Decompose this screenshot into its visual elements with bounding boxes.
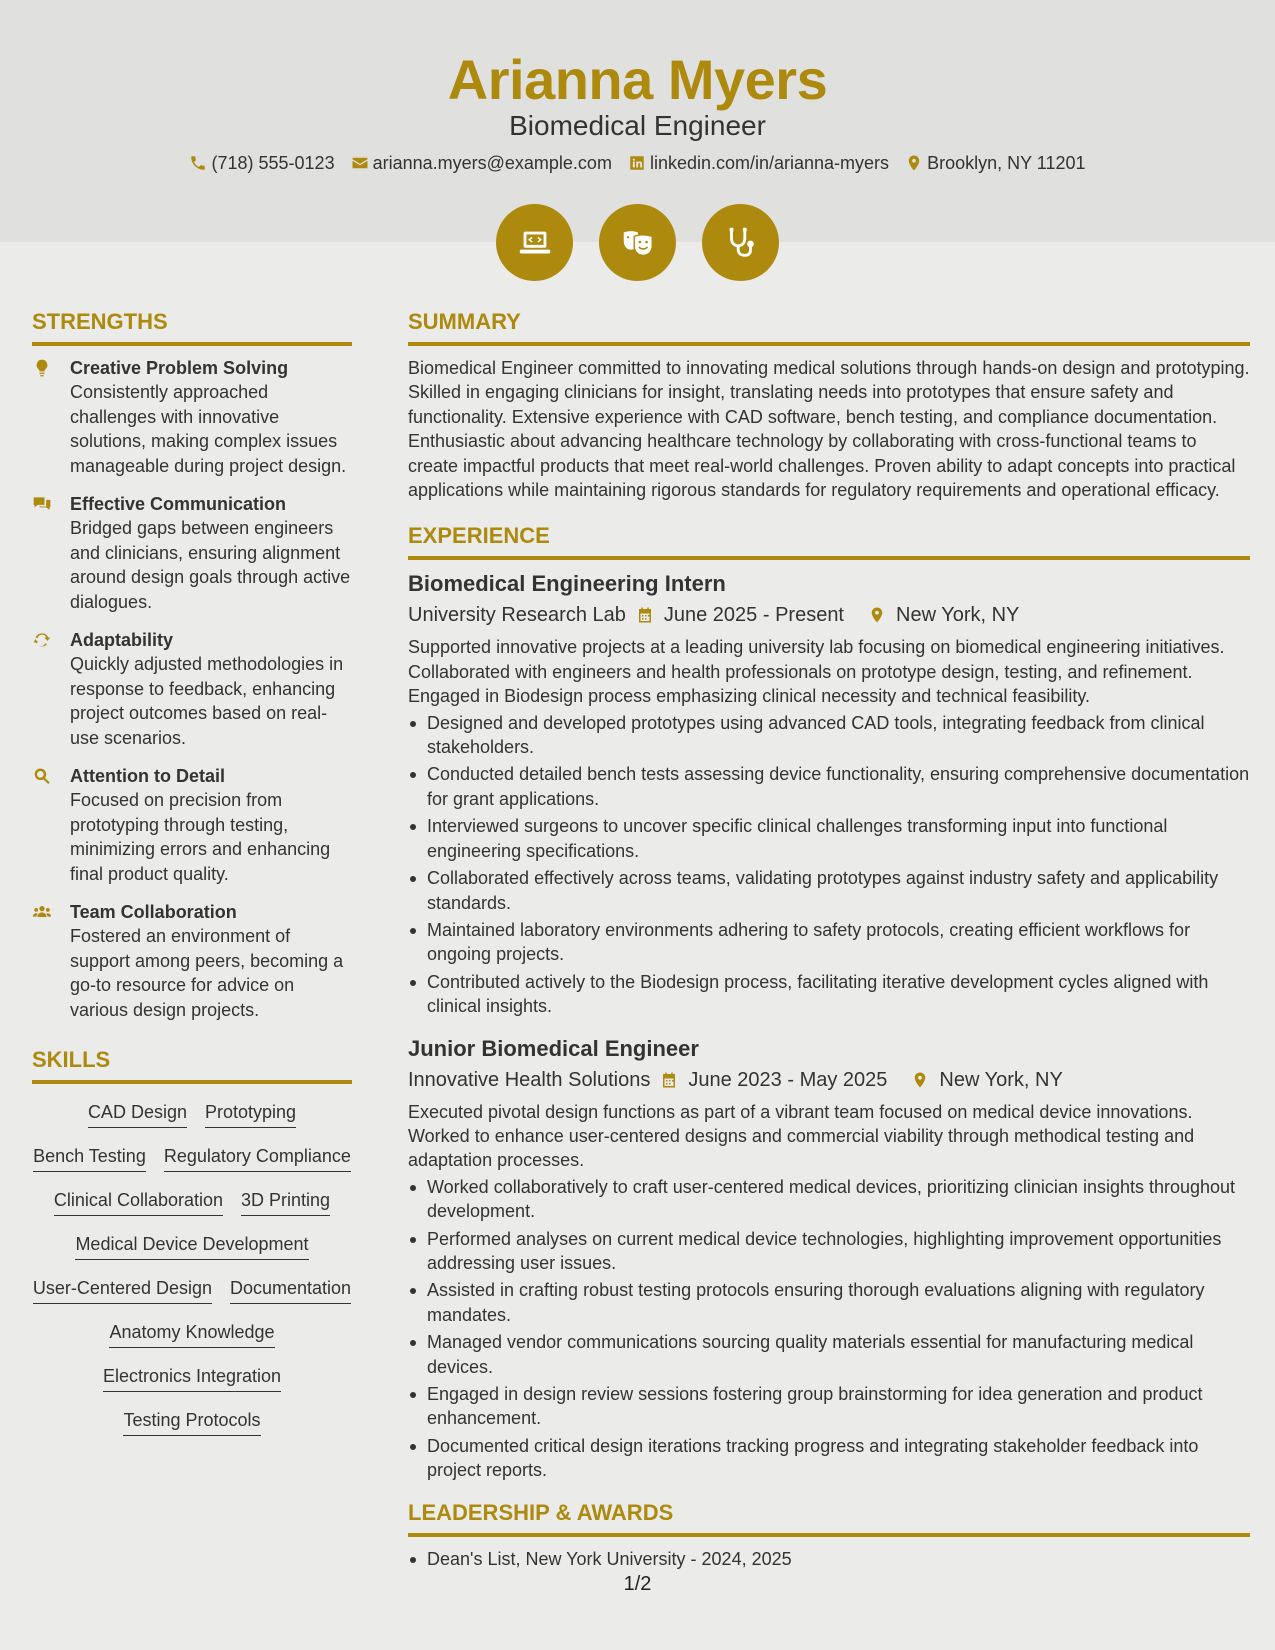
page-number: 1/2	[623, 1573, 652, 1595]
email-text: arianna.myers@example.com	[372, 153, 612, 173]
bullet-item: Engaged in design review sessions fostering group brainstorming for idea generation and product enhancement.	[408, 1382, 1250, 1431]
skill-tag: Medical Device Development	[75, 1232, 308, 1260]
job-entry	[408, 1035, 1250, 1483]
leadership-list	[408, 1547, 1250, 1571]
skill-tag: Prototyping	[205, 1100, 296, 1128]
strength-desc: Quickly adjusted methodologies in response to feedback, enhancing project outcomes based on real-use scenarios.	[70, 654, 344, 748]
search-icon	[32, 766, 52, 786]
candidate-title: Biomedical Engineer	[509, 110, 766, 141]
strength-item	[32, 628, 352, 750]
interest-badges	[0, 204, 1275, 281]
strength-desc: Bridged gaps between engineers and clinicians, ensuring alignment around design goals through active dialogues.	[70, 518, 351, 612]
sync-icon	[32, 630, 52, 650]
contact-linkedin[interactable]	[628, 151, 889, 175]
skill-tag: Clinical Collaboration	[54, 1188, 223, 1216]
contact-phone[interactable]	[189, 151, 334, 175]
badge-masks	[599, 204, 676, 281]
location-text: Brooklyn, NY 11201	[927, 153, 1086, 173]
job-bullets	[408, 1175, 1250, 1483]
strength-desc: Focused on precision from prototyping through testing, minimizing errors and enhancing final product quality.	[70, 790, 331, 884]
job-description: Supported innovative projects at a leading university lab focusing on biomedical engineering initiatives. Collaborated with engineers and health professionals on prototype design, testing, and refinement. Engaged in Biodesign process emphasizing clinical necessity and technical feasibility.	[408, 637, 1225, 707]
skill-tag: User-Centered Design	[33, 1276, 212, 1304]
phone-icon	[189, 154, 207, 172]
strength-title: Creative Problem Solving	[70, 358, 289, 378]
job-location: New York, NY	[939, 1068, 1063, 1091]
summary-heading: SUMMARY	[408, 308, 1250, 346]
laptop-code-icon	[516, 224, 554, 262]
strengths-heading: STRENGTHS	[32, 308, 352, 346]
lightbulb-icon	[32, 358, 52, 378]
bullet-item: Assisted in crafting robust testing protocols ensuring thorough evaluations aligning with regulatory mandates.	[408, 1278, 1250, 1327]
bullet-item: Performed analyses on current medical device technologies, highlighting improvement opportunities addressing user issues.	[408, 1227, 1250, 1276]
right-column	[408, 308, 1250, 1587]
strength-title: Team Collaboration	[70, 902, 237, 922]
calendar-icon	[660, 1071, 678, 1089]
badge-laptop	[496, 204, 573, 281]
job-entry	[408, 570, 1250, 1018]
skill-tag: Testing Protocols	[123, 1408, 260, 1436]
leadership-heading: LEADERSHIP & AWARDS	[408, 1499, 1250, 1537]
job-meta	[408, 1066, 1250, 1094]
bullet-item: Managed vendor communications sourcing quality materials essential for manufacturing medical devices.	[408, 1330, 1250, 1379]
phone-text: (718) 555-0123	[211, 153, 335, 173]
skills-list	[32, 1094, 352, 1436]
stethoscope-icon	[722, 224, 760, 262]
bullet-item: Documented critical design iterations tracking progress and integrating stakeholder feedback into project reports.	[408, 1434, 1250, 1483]
skill-tag: Bench Testing	[33, 1144, 146, 1172]
bullet-item: Maintained laboratory environments adhering to safety protocols, creating efficient workflows for ongoing projects.	[408, 918, 1250, 967]
job-title: Junior Biomedical Engineer	[408, 1035, 699, 1061]
job-meta	[408, 601, 1250, 629]
strength-desc: Fostered an environment of support among peers, becoming a go-to resource for advice on various design projects.	[70, 926, 344, 1020]
map-marker-icon	[905, 154, 923, 172]
job-company: University Research Lab	[408, 604, 626, 627]
theater-masks-icon	[619, 224, 657, 262]
summary-text: Biomedical Engineer committed to innovating medical solutions through hands-on design and prototyping. Skilled in engaging clinicians for insight, translating needs into prototypes that ensure safety and functionality. Extensive experience with CAD software, bench testing, and compliance documentation. Enthusiastic about advancing healthcare technology by collaborating with cross-functional teams to create impactful products that meet real-world challenges. Proven ability to adapt concepts into practical applications while maintaining rigorous standards for regulatory requirements and operational efficacy.	[408, 358, 1250, 501]
bullet-item: Contributed actively to the Biodesign process, facilitating iterative development cycles aligned with clinical insights.	[408, 970, 1250, 1019]
envelope-icon	[351, 154, 369, 172]
job-title: Biomedical Engineering Intern	[408, 571, 726, 597]
strength-desc: Consistently approached challenges with innovative solutions, making complex issues manageable during project design.	[70, 382, 347, 476]
strength-title: Adaptability	[70, 630, 174, 650]
job-company: Innovative Health Solutions	[408, 1068, 651, 1091]
skill-tag: Electronics Integration	[103, 1364, 281, 1392]
job-location: New York, NY	[896, 604, 1020, 627]
strength-title: Attention to Detail	[70, 766, 225, 786]
strength-item	[32, 900, 352, 1022]
contact-email[interactable]	[351, 151, 612, 175]
linkedin-text: linkedin.com/in/arianna-myers	[649, 153, 890, 173]
users-icon	[32, 902, 52, 922]
skill-tag: 3D Printing	[241, 1188, 330, 1216]
contact-location	[905, 151, 1085, 175]
comments-icon	[32, 494, 52, 514]
skill-tag: CAD Design	[88, 1100, 187, 1128]
bullet-item: Collaborated effectively across teams, validating prototypes against industry safety and applicability standards.	[408, 866, 1250, 915]
map-marker-icon	[868, 606, 886, 624]
skill-tag: Anatomy Knowledge	[109, 1320, 274, 1348]
bullet-item: Interviewed surgeons to uncover specific clinical challenges transforming input into functional engineering specifications.	[408, 814, 1250, 863]
strength-item	[32, 356, 352, 478]
candidate-name: Arianna Myers	[447, 48, 828, 111]
award-item: Dean's List, New York University - 2024, 2025	[408, 1547, 1250, 1571]
left-column	[32, 308, 352, 1436]
job-dates: June 2025 - Present	[663, 604, 844, 627]
bullet-item: Designed and developed prototypes using advanced CAD tools, integrating feedback from clinical stakeholders.	[408, 711, 1250, 760]
strength-title: Effective Communication	[70, 494, 287, 514]
skill-tag: Regulatory Compliance	[164, 1144, 351, 1172]
experience-heading: EXPERIENCE	[408, 522, 1250, 560]
badge-stethoscope	[702, 204, 779, 281]
linkedin-icon	[628, 154, 646, 172]
strength-item	[32, 764, 352, 886]
job-bullets	[408, 711, 1250, 1019]
map-marker-icon	[911, 1071, 929, 1089]
contact-bar	[0, 151, 1275, 175]
job-description: Executed pivotal design functions as part of a vibrant team focused on medical device innovations. Worked to enhance user-centered designs and commercial viability through methodical testing and adaptation processes.	[408, 1101, 1195, 1171]
strength-item	[32, 492, 352, 614]
bullet-item: Worked collaboratively to craft user-centered medical devices, prioritizing clinician insights throughout development.	[408, 1175, 1250, 1224]
calendar-icon	[636, 606, 654, 624]
skills-heading: SKILLS	[32, 1046, 352, 1084]
job-dates: June 2023 - May 2025	[688, 1068, 888, 1091]
bullet-item: Conducted detailed bench tests assessing device functionality, ensuring comprehensive documentation for grant applications.	[408, 762, 1250, 811]
skill-tag: Documentation	[230, 1276, 351, 1304]
